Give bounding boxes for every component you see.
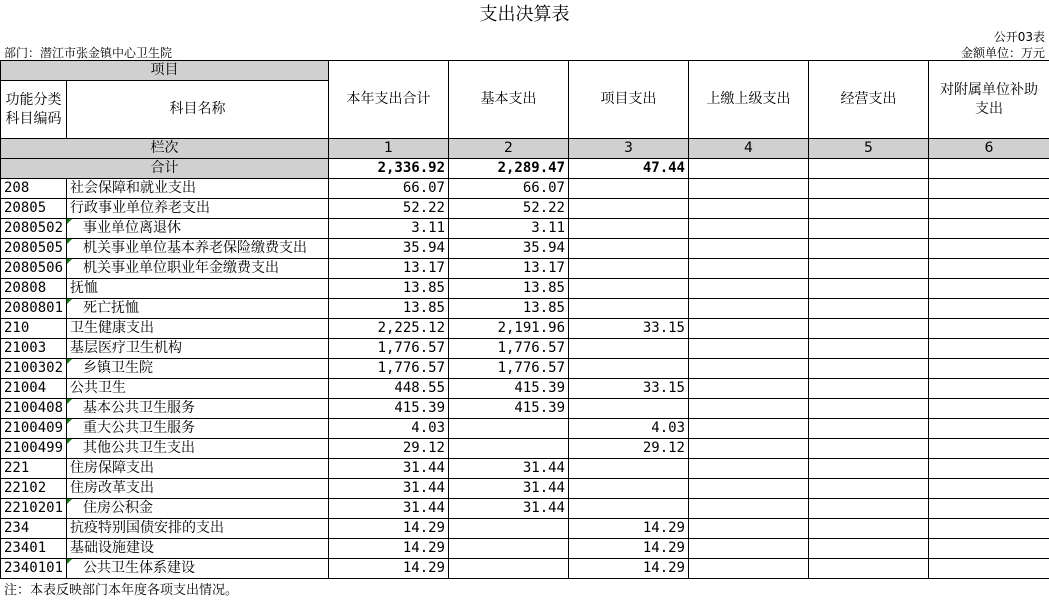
- row-value: [569, 499, 689, 519]
- row-code: 208: [1, 179, 67, 199]
- col-num: 3: [569, 139, 689, 159]
- row-name: 公共卫生: [67, 379, 329, 399]
- row-value: [929, 219, 1049, 239]
- row-value: [569, 199, 689, 219]
- table-row: [1, 439, 1049, 459]
- row-code: 2100499: [1, 439, 67, 459]
- table-row: [1, 399, 1049, 419]
- row-value: [929, 479, 1049, 499]
- table-row: [1, 499, 1049, 519]
- row-value: 31.44: [449, 479, 569, 499]
- form-number: 公开03表: [993, 30, 1045, 44]
- row-code: 2100408: [1, 399, 67, 419]
- row-value: 66.07: [449, 179, 569, 199]
- row-value: [929, 279, 1049, 299]
- row-name: 基本公共卫生服务: [67, 399, 329, 419]
- row-code: 23401: [1, 539, 67, 559]
- unit-label: 金额单位：万元: [960, 46, 1045, 60]
- header-col-6: 对附属单位补助 支出: [929, 61, 1049, 139]
- row-value: 4.03: [569, 419, 689, 439]
- row-value: 31.44: [329, 499, 449, 519]
- row-value: [809, 279, 929, 299]
- cell-marker-icon: [67, 499, 72, 504]
- row-name: 乡镇卫生院: [67, 359, 329, 379]
- row-code: 210: [1, 319, 67, 339]
- row-value: [689, 399, 809, 419]
- row-value: [809, 299, 929, 319]
- table-row: [1, 259, 1049, 279]
- row-value: 1,776.57: [329, 359, 449, 379]
- table-row: [1, 239, 1049, 259]
- row-value: 33.15: [569, 319, 689, 339]
- row-value: [569, 179, 689, 199]
- cell-marker-icon: [67, 299, 72, 304]
- row-value: [809, 359, 929, 379]
- row-value: [929, 179, 1049, 199]
- row-value: [929, 559, 1049, 579]
- row-value: 4.03: [329, 419, 449, 439]
- total-label: 合计: [1, 159, 329, 179]
- header-col-5: 经营支出: [809, 61, 929, 139]
- row-value: 1,776.57: [449, 359, 569, 379]
- col-num: 5: [809, 139, 929, 159]
- row-value: [449, 539, 569, 559]
- total-value: [809, 159, 929, 179]
- cell-marker-icon: [67, 219, 72, 224]
- cell-marker-icon: [67, 559, 72, 564]
- row-value: [689, 559, 809, 579]
- row-value: [689, 499, 809, 519]
- table-row: [1, 379, 1049, 399]
- row-name: 抚恤: [67, 279, 329, 299]
- header-col-3: 项目支出: [569, 61, 689, 139]
- row-code: 2080506: [1, 259, 67, 279]
- cell-marker-icon: [67, 419, 72, 424]
- row-value: 415.39: [449, 379, 569, 399]
- row-name: 住房公积金: [67, 499, 329, 519]
- header-item: 项目: [1, 61, 329, 81]
- row-value: [689, 259, 809, 279]
- row-value: [929, 419, 1049, 439]
- row-code: 2100302: [1, 359, 67, 379]
- row-value: 66.07: [329, 179, 449, 199]
- row-value: [689, 359, 809, 379]
- table-row: [1, 359, 1049, 379]
- row-code: 20805: [1, 199, 67, 219]
- row-value: [929, 379, 1049, 399]
- row-value: 13.85: [329, 279, 449, 299]
- row-value: 31.44: [329, 479, 449, 499]
- table-note: 注：本表反映部门本年度各项支出情况。: [4, 583, 239, 598]
- row-value: 33.15: [569, 379, 689, 399]
- row-value: [689, 379, 809, 399]
- row-value: [569, 219, 689, 239]
- row-name: 基层医疗卫生机构: [67, 339, 329, 359]
- row-value: 1,776.57: [449, 339, 569, 359]
- row-value: 29.12: [329, 439, 449, 459]
- row-value: [809, 519, 929, 539]
- row-name: 重大公共卫生服务: [67, 419, 329, 439]
- row-value: [929, 519, 1049, 539]
- row-code: 21004: [1, 379, 67, 399]
- row-value: 3.11: [329, 219, 449, 239]
- row-value: [689, 279, 809, 299]
- table-row: [1, 539, 1049, 559]
- row-value: [689, 479, 809, 499]
- row-name: 公共卫生体系建设: [67, 559, 329, 579]
- col-num: 6: [929, 139, 1049, 159]
- row-value: [809, 479, 929, 499]
- row-value: [689, 239, 809, 259]
- row-value: [809, 559, 929, 579]
- table-row: [1, 279, 1049, 299]
- row-value: [449, 439, 569, 459]
- row-code: 22102: [1, 479, 67, 499]
- row-value: [689, 299, 809, 319]
- row-value: [569, 339, 689, 359]
- row-value: 29.12: [569, 439, 689, 459]
- row-value: [809, 319, 929, 339]
- row-name: 行政事业单位养老支出: [67, 199, 329, 219]
- row-value: 3.11: [449, 219, 569, 239]
- table-row: [1, 419, 1049, 439]
- row-value: [569, 459, 689, 479]
- row-value: [929, 299, 1049, 319]
- cell-marker-icon: [67, 439, 72, 444]
- row-code: 2340101: [1, 559, 67, 579]
- row-value: 13.17: [329, 259, 449, 279]
- row-value: [569, 359, 689, 379]
- total-value: [689, 159, 809, 179]
- row-value: [809, 199, 929, 219]
- row-value: [809, 439, 929, 459]
- row-value: [809, 219, 929, 239]
- row-value: 14.29: [569, 519, 689, 539]
- row-value: [689, 419, 809, 439]
- row-value: 31.44: [329, 459, 449, 479]
- row-value: [929, 319, 1049, 339]
- row-value: 52.22: [329, 199, 449, 219]
- cell-marker-icon: [67, 239, 72, 244]
- row-code: 234: [1, 519, 67, 539]
- row-value: [929, 539, 1049, 559]
- row-code: 2080505: [1, 239, 67, 259]
- row-value: [569, 479, 689, 499]
- cell-marker-icon: [67, 359, 72, 364]
- row-value: [569, 399, 689, 419]
- table-row: [1, 339, 1049, 359]
- row-value: 13.17: [449, 259, 569, 279]
- row-value: 13.85: [449, 299, 569, 319]
- row-value: 14.29: [329, 539, 449, 559]
- row-value: [809, 239, 929, 259]
- row-value: [809, 379, 929, 399]
- row-value: [689, 339, 809, 359]
- row-value: 35.94: [449, 239, 569, 259]
- row-name: 抗疫特别国债安排的支出: [67, 519, 329, 539]
- page-title: 支出决算表: [479, 4, 570, 25]
- col-num: 2: [449, 139, 569, 159]
- row-name: 住房保障支出: [67, 459, 329, 479]
- table-row: [1, 519, 1049, 539]
- row-value: 35.94: [329, 239, 449, 259]
- header-col-4: 上缴上级支出: [689, 61, 809, 139]
- header-code: 功能分类 科目编码: [1, 81, 67, 139]
- row-value: [569, 259, 689, 279]
- row-code: 21003: [1, 339, 67, 359]
- row-value: [929, 439, 1049, 459]
- row-code: 2080502: [1, 219, 67, 239]
- row-name: 住房改革支出: [67, 479, 329, 499]
- row-value: [809, 499, 929, 519]
- table-row: [1, 199, 1049, 219]
- row-value: 13.85: [329, 299, 449, 319]
- row-name: 死亡抚恤: [67, 299, 329, 319]
- row-value: 31.44: [449, 459, 569, 479]
- row-value: [689, 219, 809, 239]
- row-value: [929, 459, 1049, 479]
- header-name: 科目名称: [67, 81, 329, 139]
- row-name: 机关事业单位基本养老保险缴费支出: [67, 239, 329, 259]
- row-value: [449, 519, 569, 539]
- row-value: [929, 399, 1049, 419]
- row-value: [689, 319, 809, 339]
- table-row: [1, 319, 1049, 339]
- row-value: [929, 359, 1049, 379]
- row-value: [929, 259, 1049, 279]
- row-value: [809, 399, 929, 419]
- row-value: [929, 239, 1049, 259]
- col-num: 4: [689, 139, 809, 159]
- row-value: [809, 339, 929, 359]
- row-value: 31.44: [449, 499, 569, 519]
- col-num: 1: [329, 139, 449, 159]
- row-value: 415.39: [329, 399, 449, 419]
- row-value: [689, 439, 809, 459]
- row-name: 其他公共卫生支出: [67, 439, 329, 459]
- row-value: [569, 279, 689, 299]
- row-name: 卫生健康支出: [67, 319, 329, 339]
- row-value: 2,225.12: [329, 319, 449, 339]
- cell-marker-icon: [67, 259, 72, 264]
- row-name: 社会保障和就业支出: [67, 179, 329, 199]
- row-value: 1,776.57: [329, 339, 449, 359]
- row-value: [929, 339, 1049, 359]
- table-row: [1, 179, 1049, 199]
- cell-marker-icon: [67, 399, 72, 404]
- row-value: 14.29: [329, 519, 449, 539]
- row-value: [929, 499, 1049, 519]
- row-value: [449, 419, 569, 439]
- table-row: [1, 459, 1049, 479]
- total-value: 47.44: [569, 159, 689, 179]
- row-value: [689, 519, 809, 539]
- row-value: 415.39: [449, 399, 569, 419]
- row-value: [929, 199, 1049, 219]
- row-value: [809, 179, 929, 199]
- row-value: [449, 559, 569, 579]
- row-value: 14.29: [569, 539, 689, 559]
- department-label: 部门：潜江市张金镇中心卫生院: [4, 46, 173, 60]
- row-name: 事业单位离退休: [67, 219, 329, 239]
- row-value: [689, 459, 809, 479]
- row-code: 20808: [1, 279, 67, 299]
- row-value: [569, 239, 689, 259]
- row-name: 机关事业单位职业年金缴费支出: [67, 259, 329, 279]
- row-value: 13.85: [449, 279, 569, 299]
- row-value: 14.29: [569, 559, 689, 579]
- row-code: 2080801: [1, 299, 67, 319]
- table-row: [1, 299, 1049, 319]
- row-value: [569, 299, 689, 319]
- row-value: 2,191.96: [449, 319, 569, 339]
- row-value: [689, 199, 809, 219]
- col-label: 栏次: [1, 139, 329, 159]
- table-row: [1, 559, 1049, 579]
- total-value: 2,336.92: [329, 159, 449, 179]
- row-value: 14.29: [329, 559, 449, 579]
- expenditure-table: [0, 60, 1049, 579]
- row-value: [809, 459, 929, 479]
- row-code: 2100409: [1, 419, 67, 439]
- header-col-1: 本年支出合计: [329, 61, 449, 139]
- row-value: [809, 259, 929, 279]
- table-row: [1, 219, 1049, 239]
- table-row: [1, 479, 1049, 499]
- row-name: 基础设施建设: [67, 539, 329, 559]
- row-value: [809, 419, 929, 439]
- total-value: 2,289.47: [449, 159, 569, 179]
- row-value: [689, 539, 809, 559]
- row-value: 448.55: [329, 379, 449, 399]
- total-value: [929, 159, 1049, 179]
- row-code: 221: [1, 459, 67, 479]
- row-code: 2210201: [1, 499, 67, 519]
- row-value: [689, 179, 809, 199]
- row-value: [809, 539, 929, 559]
- row-value: 52.22: [449, 199, 569, 219]
- header-col-2: 基本支出: [449, 61, 569, 139]
